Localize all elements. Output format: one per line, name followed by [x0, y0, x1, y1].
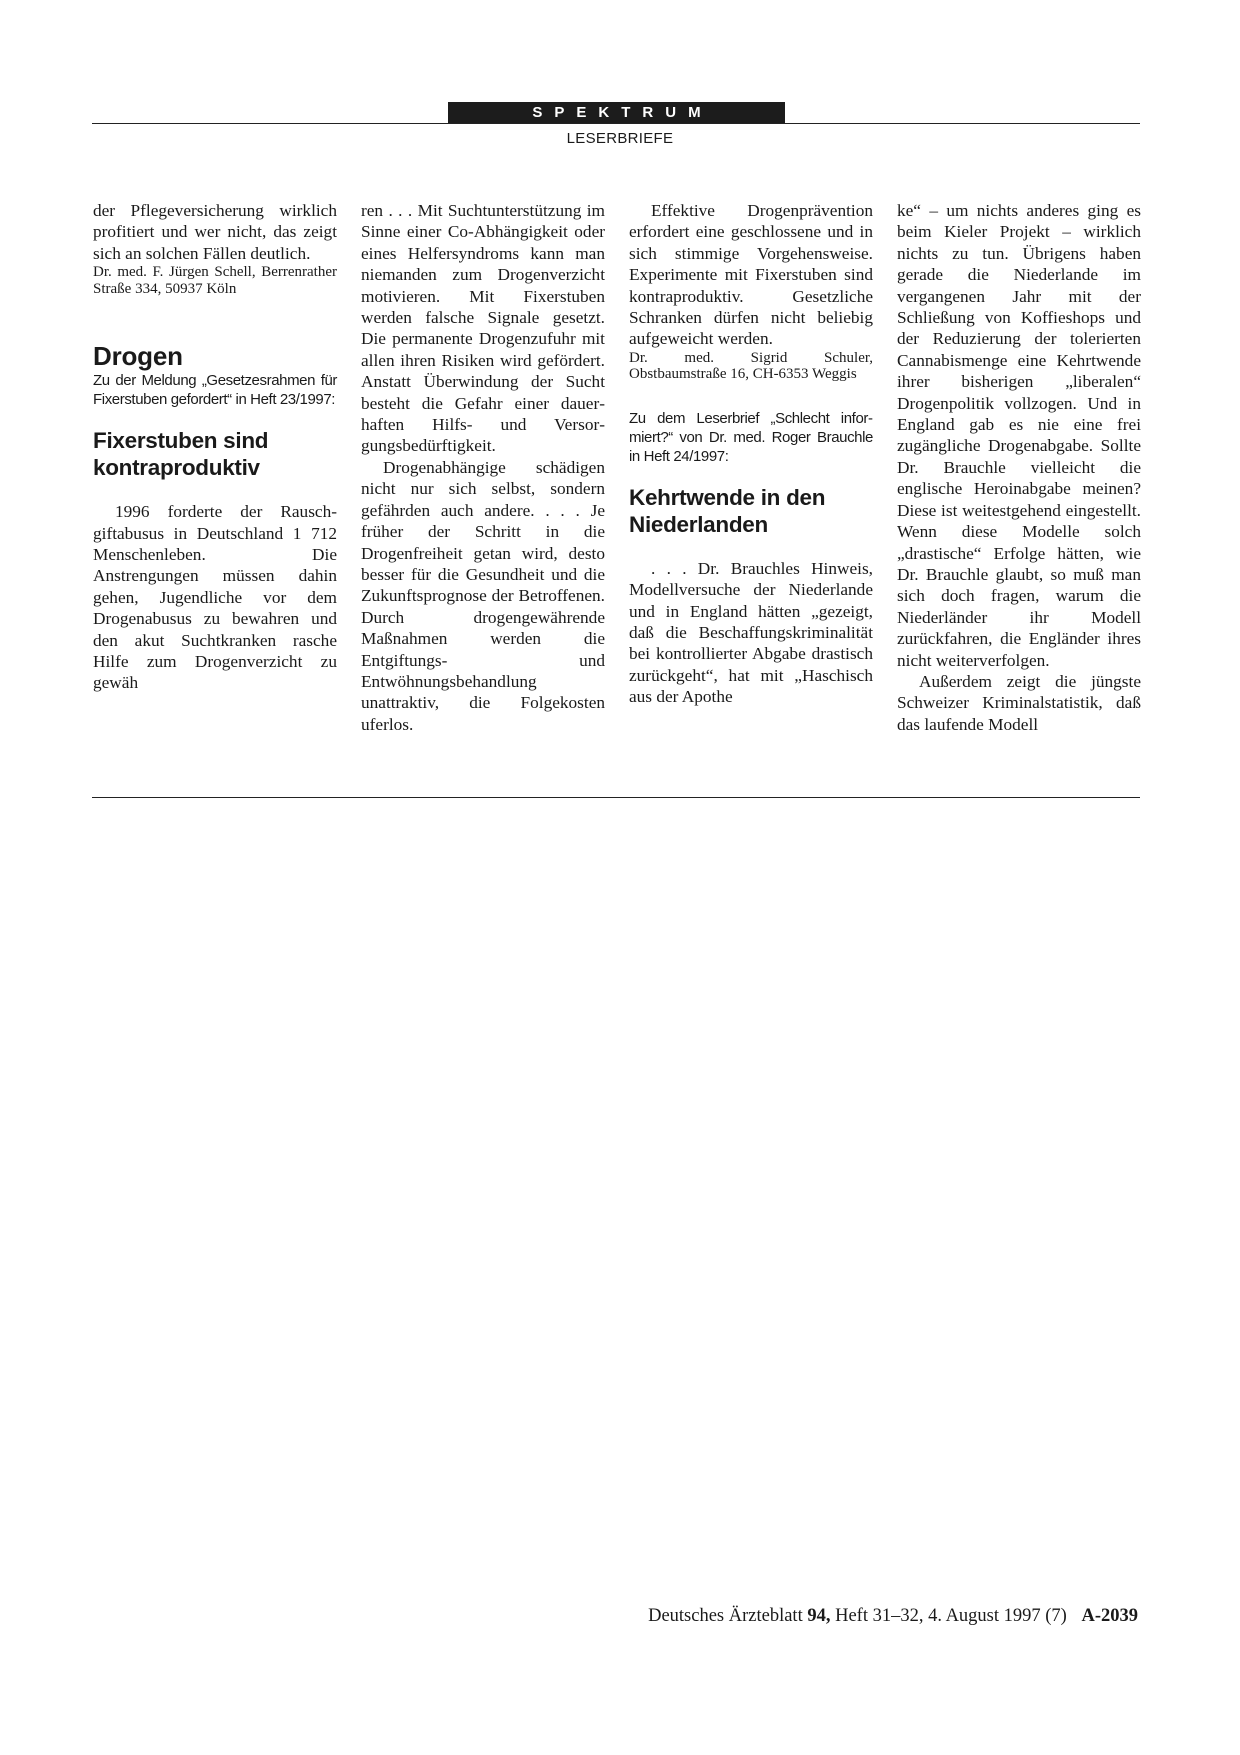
- paragraph: Drogenabhängige schädigen nicht nur sich selbst, sondern gefährden auch andere. . . . Je früher der Schritt in die Drogenfreiheit getan wird, desto besser für die Gesundheit und die Zukunftsprognose der Betroffenen. Durch drogengewährende Maßnahmen werden die Entgiftungs- und Entwöhnungsbehandlung unattraktiv, die Folgekosten uferlos.: [361, 457, 605, 734]
- paragraph: der Pflegeversicherung wirklich profitiert und wer nicht, das zeigt sich an solchen Fällen deutlich.: [93, 201, 337, 263]
- paragraph: ren . . . Mit Suchtunterstützung im Sinne einer Co-Abhängigkeit oder eines Helfersyndroms kann man niemanden zum Drogenverzicht motivieren. Mit Fixerstuben werden falsche Signale gesetzt. Die permanente Drogenzufuhr mit allen ihren Risiken wird gefördert. Anstatt Überwindung der Sucht besteht die Gefahr einer dauerhaften Hilfs- und Versorgungsbedürftigkeit.: [361, 201, 605, 456]
- letter-signature: Dr. med. Sigrid Schuler, Obstbaumstraße 16, CH-6353 Weggis: [629, 349, 873, 383]
- volume-number: 94,: [807, 1606, 831, 1626]
- section-banner: SPEKTRUM: [448, 102, 785, 124]
- page-number: A-2039: [1081, 1606, 1138, 1626]
- column-2: [361, 200, 605, 735]
- letter-signature: Dr. med. F. Jürgen Schell, Berrenrather Straße 334, 50937 Köln: [93, 264, 337, 297]
- paragraph: Effektive Drogenprävention erfordert eine geschlossene und in sich stimmige Vorgehensweise. Experimente mit Fixerstuben sind kontraproduktiv. Gesetzliche Schranken dürfen nicht beliebig aufgeweicht werden.: [629, 201, 873, 349]
- journal-name: Deutsches Ärzteblatt: [648, 1606, 803, 1626]
- topic-heading: Drogen: [93, 341, 183, 372]
- column-1: [93, 200, 337, 694]
- paragraph: Außerdem zeigt die jüngste Schweizer Kriminalstatistik, daß das laufende Modell: [897, 671, 1141, 734]
- section-label: LESERBRIEFE: [566, 130, 674, 147]
- paragraph: . . . Dr. Brauchles Hinweis, Modellversuche der Niederlande und in England hätten „gezeigt, daß die Beschaffungskriminalität bei kontrollierter Abgabe drastisch zurückgeht“, hat mit „Haschisch aus der Apothe: [629, 558, 873, 707]
- letter-headline: Fixerstuben sind kontraproduktiv: [93, 428, 269, 481]
- letter-reference: Zu der Meldung „Gesetzesrahmen für Fixerstuben gefordert“ in Heft 23/1997:: [93, 372, 337, 409]
- letter-reference: Zu dem Leserbrief „Schlecht informiert?“ von Dr. med. Roger Brauchle in Heft 24/1997:: [629, 409, 873, 465]
- header-rule: [92, 123, 1140, 124]
- letter-headline: Kehrtwende in den Niederlanden: [629, 484, 826, 537]
- column-4: [897, 200, 1141, 735]
- column-3: [629, 200, 873, 708]
- paragraph: 1996 forderte der Rauschgiftabusus in Deutschland 1 712 Menschenleben. Die Anstrengungen müssen dahin gehen, Jugendliche vor dem Drogenabusus zu bewahren und den akut Suchtkranken rasche Hilfe zum Drogenverzicht zu gewäh: [93, 502, 337, 693]
- page-footer: [648, 1606, 1138, 1627]
- issue-info: Heft 31–32, 4. August 1997 (7): [835, 1606, 1067, 1626]
- paragraph: ke“ – um nichts anderes ging es beim Kieler Projekt – wirklich nichts zu tun. Übrigens haben gerade die Niederlande im vergangenen Jahr mit der Schließung von Koffieshops und der Reduzierung der tolerierten Cannabismenge eine Kehrtwende ihrer bisherigen „liberalen“ Drogenpolitik vollzogen. Und in England gab es nie eine frei zugängliche Drogenabgabe. Sollte Dr. Brauchle vielleicht die englische Heroinabgabe meinen? Diese ist weitestgehend eingestellt. Wenn diese Modelle solch „drastische“ Erfolge hätten, wie Dr. Brauchle glaubt, so muß man sich doch fragen, warum die Niederländer ihr Modell zurückfahren, die Engländer ihres nicht weiterverfolgen.: [897, 201, 1141, 670]
- bottom-rule: [92, 797, 1140, 798]
